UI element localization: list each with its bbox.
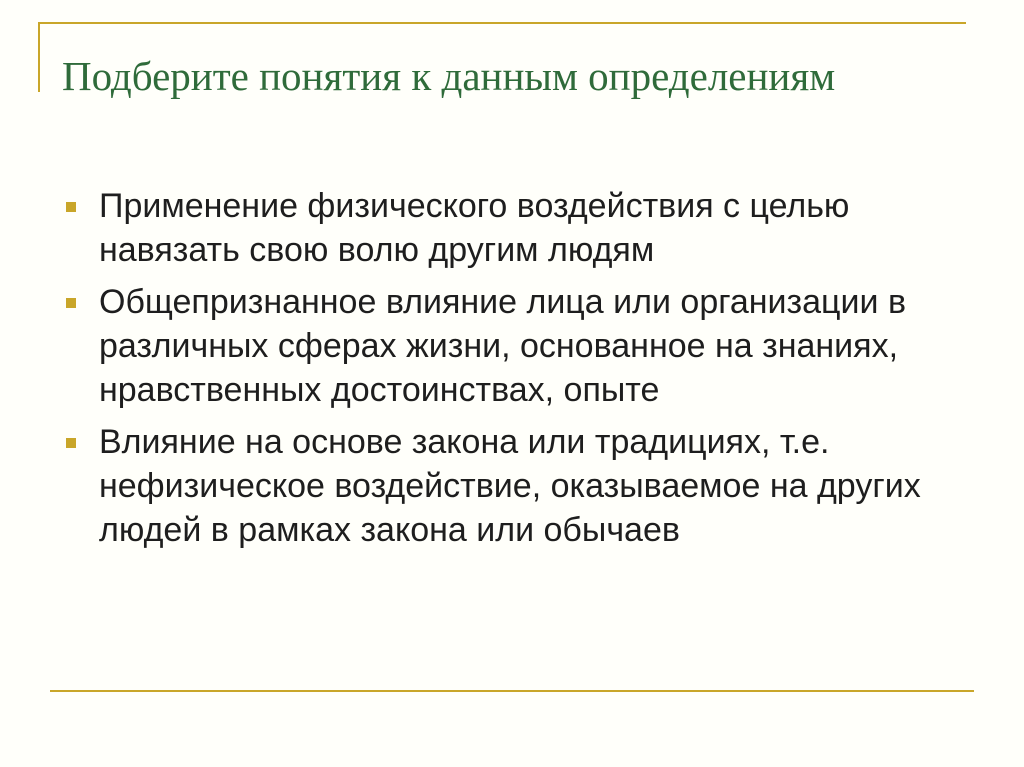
square-bullet-icon (66, 438, 76, 448)
left-divider (38, 22, 40, 92)
bullet-list (62, 184, 962, 560)
square-bullet-icon (66, 298, 76, 308)
bullet-item (62, 184, 962, 272)
bullet-text: Общепризнанное влияние лица или организации в различных сферах жизни, основанное на знаниях, нравственных достоинствах, опыте (99, 283, 907, 409)
bullet-text: Применение физического воздействия с целью навязать свою волю другим людям (99, 187, 850, 269)
bullet-text: Влияние на основе закона или традициях, т.е. нефизическое воздействие, оказываемое на других людей в рамках закона или обычаев (99, 423, 921, 549)
bullet-item (62, 280, 962, 412)
top-divider (38, 22, 966, 24)
slide-title: Подберите понятия к данным определениям (62, 53, 836, 99)
square-bullet-icon (66, 202, 76, 212)
bullet-item (62, 420, 962, 552)
bottom-divider (50, 690, 974, 692)
